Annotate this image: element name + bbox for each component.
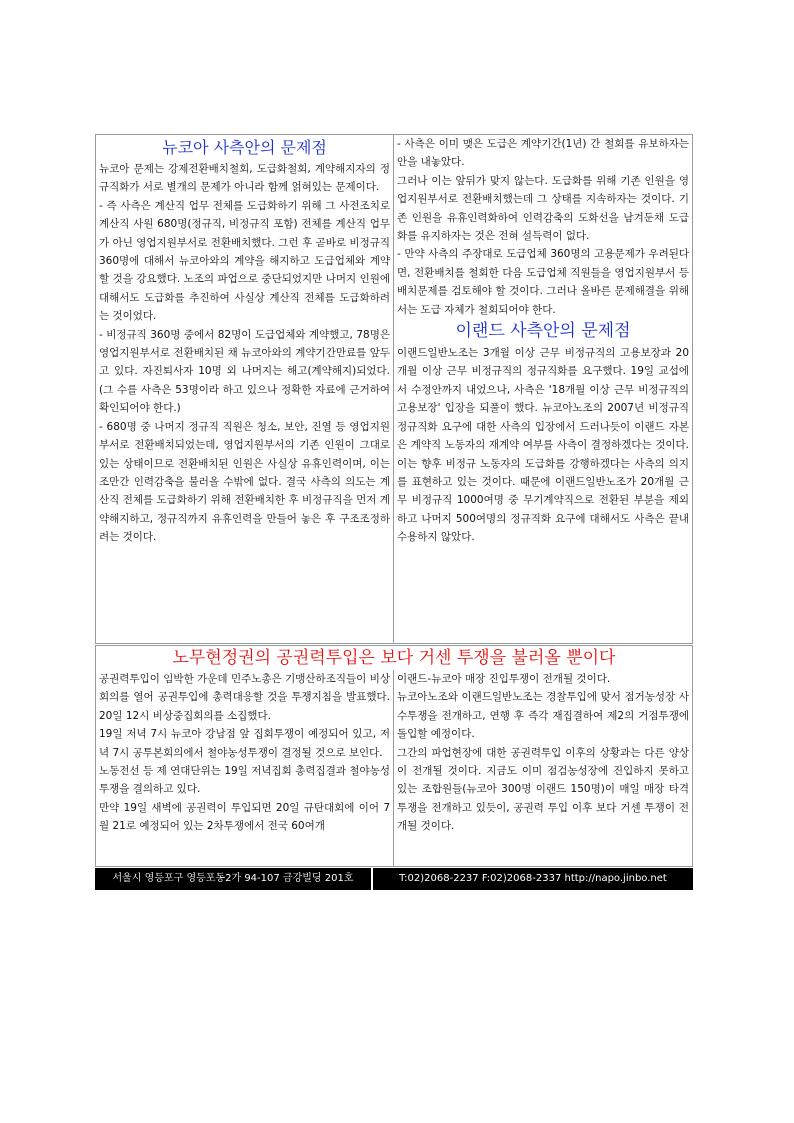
right-paragraph: - 사측은 이미 맺은 도급은 계약기간(1년) 간 철회를 유보하자는 안을 내놓았다. [397, 138, 689, 169]
eland-title: 이랜드 사측안의 문제점 [455, 321, 631, 342]
right-column [394, 135, 692, 643]
police-title: 노무현정권의 공권력투입은 보다 거센 투쟁을 불러올 뿐이다 [172, 648, 616, 668]
bottom-paragraph: 노동전선 등 제 연대단위는 19일 저녁집회 총력집결과 철야농성투쟁을 결의하고 있다. [99, 765, 390, 796]
bottom-columns [96, 670, 692, 866]
bottom-paragraph: 공권력투입이 임박한 가운데 민주노총은 기맹산하조직들이 비상회의를 열어 공권투입에 총력대응할 것을 투쟁지침을 발표했다. 20일 12시 비상중집회의를 소집했다. [99, 673, 390, 722]
newsletter-page [95, 134, 693, 890]
bottom-paragraph: 그간의 파업현장에 대한 공권력투입 이후의 상황과는 다른 양상이 전개될 것이다. 지금도 이미 점검농성장에 진입하지 못하고 있는 조합원들(뉴코아 300명 이랜드 150명)이 매일 매장 타격투쟁을 전개하고 있듯이, 공권력 투입 이후 보다 거센 투쟁이 전개될 것이다. [397, 746, 689, 833]
left-paragraph: - 680명 중 나머지 정규직 직원은 청소, 보안, 진열 등 영업지원부서로 전환배치되었는데, 영업지원부서의 기존 인원이 그대로 있는 상태이므로 전환배치된 인원은 사실상 유휴인력이며, 이는 조만간 인력감축을 불러올 수밖에 없다. 결국 사측의 의도는 계산직 전체를 도급화하기 위해 전환배치한 후 비정규직을 먼저 계약해지하고, 정규직까지 유휴인력을 만들어 놓은 후 구조조정하려는 것이다. [99, 420, 390, 544]
left-paragraph: - 즉 사측은 계산직 업무 전체를 도급화하기 위해 그 사전조치로 계산직 사원 680명(정규직, 비정규직 포함) 전체를 계산직 업무가 아닌 영업지원부서로 전환배치했다. 그런 후 곧바로 비정규직 360명에 대해서 뉴코아와의 계약을 해지하고 도급업체와 계약할 것을 강요했다. 노조의 파업으로 중단되었지만 나머지 인원에 대해서도 도급화를 추진하여 사실상 계산직 전체를 도급화하려는 것이었다. [99, 199, 390, 323]
bottom-right-column [394, 670, 692, 866]
right-paragraph: 이랜드일반노조는 3개월 이상 근무 비정규직의 고용보장과 20개월 이상 근무 비정규직의 정규직화를 요구했다. 19일 교섭에서 수정안까지 내었으나, 사측은 '18개월 이상 근무 비정규직의 고용보장' 입장을 되풀이 했다. 뉴코아노조의 2007년 비정규직 정규직화 요구에 대한 사측의 입장에서 드러나듯이 이랜드 자본은 계약직 노동자의 재계약 여부를 사측이 결정하겠다는 것이다. 이는 향후 비정규 노동자의 도급화를 강행하겠다는 사측의 의지를 표현하고 있는 것이다. 때문에 이랜드일반노조가 20개월 근무 비정규직 1000여명 중 무기계약직으로 전환된 부분을 제외하고 나머지 500여명의 정규직화 요구에 대해서도 사측은 끝내 수용하지 않았다. [397, 347, 689, 544]
bottom-left-column [96, 670, 394, 866]
left-column [96, 135, 394, 643]
bottom-section [95, 645, 693, 867]
footer-bar [95, 868, 693, 890]
newcore-title: 뉴코아 사측안의 문제점 [162, 138, 327, 157]
bottom-paragraph: 19일 저녁 7시 뉴코아 강남점 앞 집회투쟁이 예정되어 있고, 저녁 7시 공투본회의에서 철야농성투쟁이 결정될 것으로 보인다. [99, 728, 390, 759]
bottom-paragraph: 이랜드-뉴코아 매장 진입투쟁이 전개될 것이다. [397, 673, 611, 685]
footer-address: 서울시 영등포구 영등포동2가 94-107 금강빌딩 201호 [95, 868, 371, 890]
bottom-inner [96, 646, 692, 866]
right-paragraph: 그러나 이는 앞뒤가 맞지 않는다. 도급화를 위해 기존 인원을 영업지원부서로 전환배치했는데 그 상태를 지속하자는 것이다. 기존 인원을 유휴인력화하여 인력감축의 도화선을 남겨둔채 도급화를 유지하자는 것은 전혀 설득력이 없다. [397, 174, 689, 243]
left-paragraph: 뉴코아 문제는 강제전환배치철회, 도급화철회, 계약해지자의 정규직화가 서로 별개의 문제가 아니라 함께 얽혀있는 문제이다. [99, 163, 390, 194]
right-paragraph: - 만약 사측의 주장대로 도급업체 360명의 고용문제가 우려된다면, 전환배치를 철회한 다음 도급업체 직원들을 영업지원부서 등 배치문제를 검토해야 할 것이다. 그러나 올바른 문제해결을 위해서는 도급 자체가 철회되어야 한다. [397, 248, 689, 316]
footer-contact: T:02)2068-2237 F:02)2068-2337 http://napo.jinbo.net [373, 868, 693, 890]
bottom-paragraph: 뉴코아노조와 이랜드일반노조는 경찰투입에 맞서 점거농성장 사수투쟁을 전개하고, 연행 후 즉각 재집결하여 제2의 거점투쟁에 돌입할 예정이다. [397, 691, 689, 741]
left-paragraph: - 비정규직 360명 중에서 82명이 도급업체와 계약했고, 78명은 영업지원부서로 전환배치된 채 뉴코아와의 계약기간만료를 앞두고 있다. 자진퇴사자 10명 외 나머지는 해고(계약해지)되었다. (그 수를 사측은 53명이라 하고 있으나 정확한 자료에 근거하여 확인되어야 한다.) [99, 328, 390, 415]
top-section [95, 134, 693, 644]
bottom-paragraph: 만약 19일 새벽에 공권력이 투입되면 20일 규탄대회에 이어 7월 21로 예정되어 있는 2차투쟁에서 전국 60여개 [99, 801, 390, 833]
